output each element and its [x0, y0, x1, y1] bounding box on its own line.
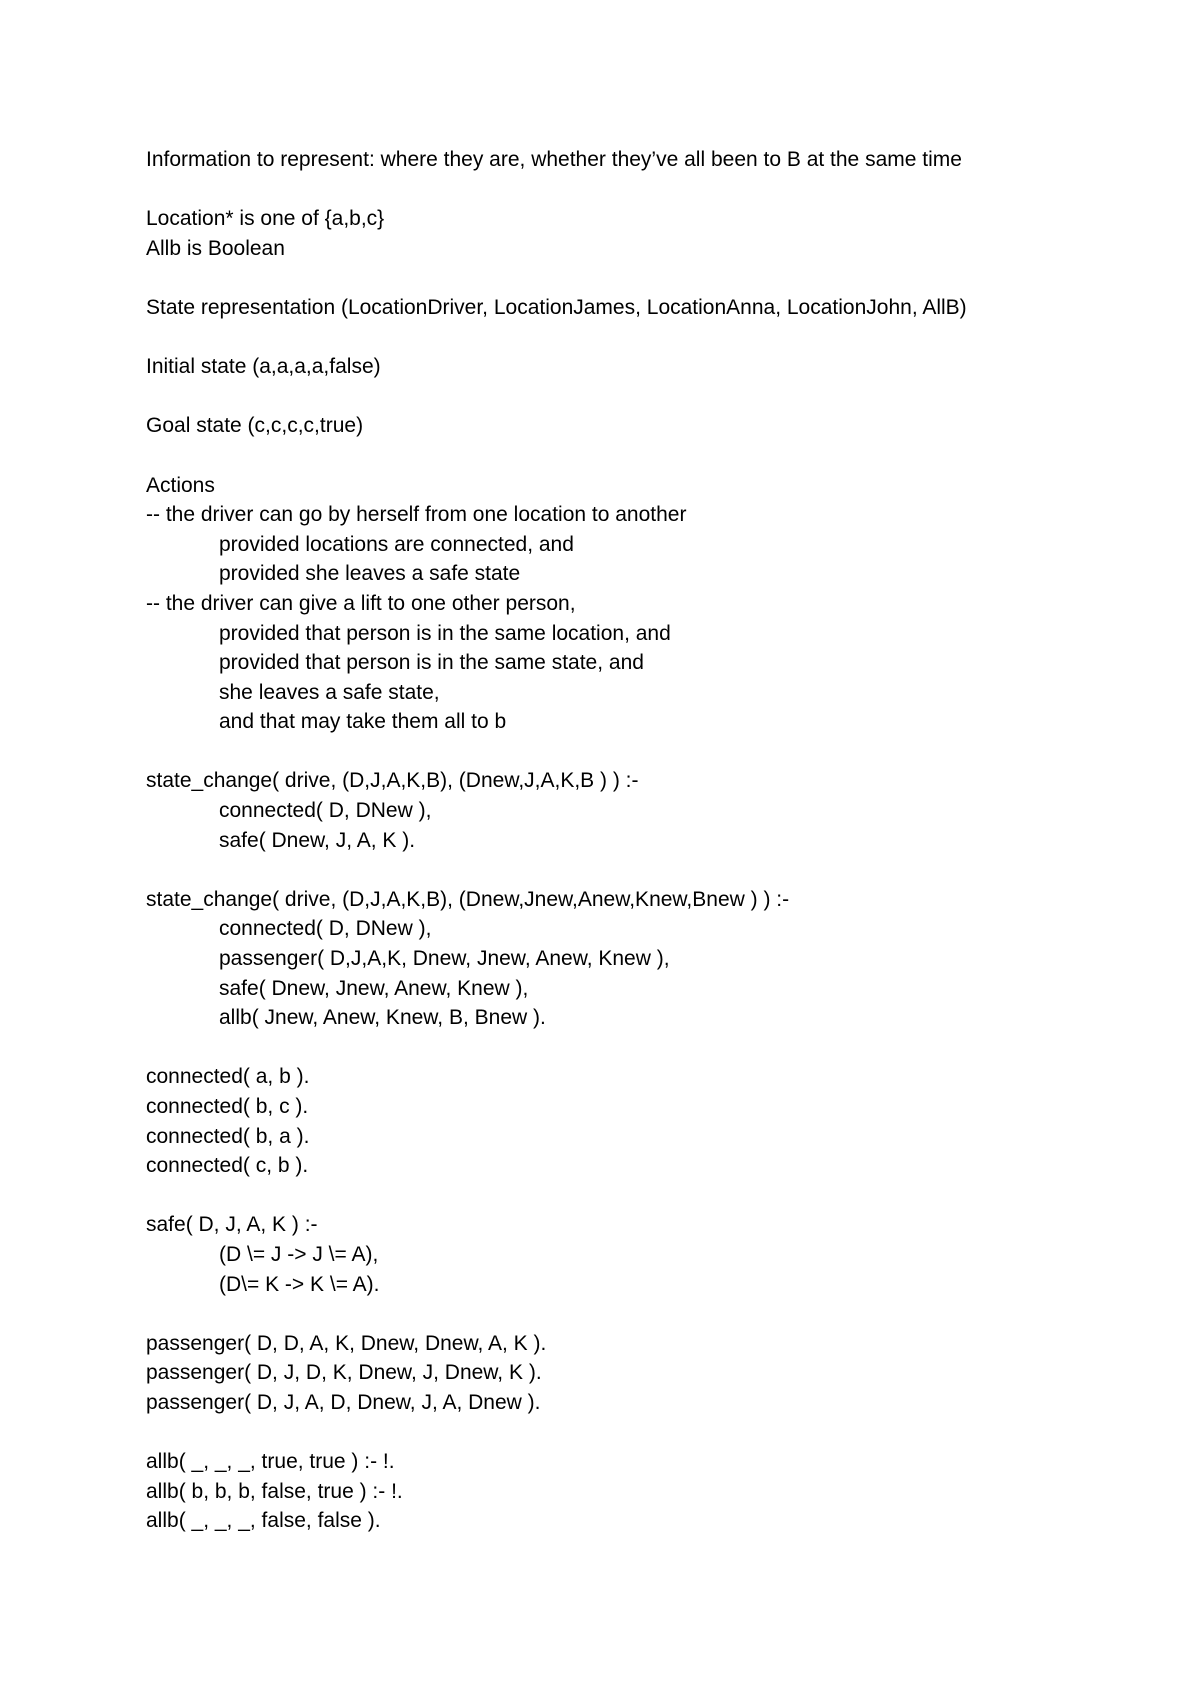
- text-line: connected( b, a ).: [146, 1124, 310, 1148]
- text-line: Information to represent: where they are, whether they’ve all been to B at the same time: [146, 148, 962, 171]
- blank-line: [146, 1418, 1146, 1448]
- blank-line: [146, 175, 1146, 205]
- text-line: connected( c, b ).: [146, 1154, 309, 1178]
- text-line: connected( D, DNew ),: [219, 799, 432, 823]
- text-line: safe( Dnew, Jnew, Anew, Knew ),: [219, 976, 529, 1000]
- text-line: State representation (LocationDriver, LocationJames, LocationAnna, LocationJohn, AllB): [146, 295, 967, 319]
- text-line: she leaves a safe state,: [219, 680, 440, 704]
- blank-line: [146, 382, 1146, 412]
- blank-line: [146, 1299, 1146, 1329]
- text-line: connected( b, c ).: [146, 1095, 309, 1118]
- text-line: passenger( D, J, A, D, Dnew, J, A, Dnew ).: [146, 1390, 541, 1414]
- text-line: connected( a, b ).: [146, 1065, 310, 1089]
- text-line: connected( D, DNew ),: [219, 917, 432, 941]
- text-line: safe( Dnew, J, A, K ).: [219, 828, 416, 852]
- text-line: Actions: [146, 473, 215, 497]
- blank-line: [146, 1181, 1146, 1211]
- text-line: and that may take them all to b: [219, 710, 507, 734]
- text-line: (D\= K -> K \= A).: [219, 1272, 380, 1296]
- blank-line: [146, 855, 1146, 885]
- text-line: passenger( D, J, D, K, Dnew, J, Dnew, K ).: [146, 1361, 542, 1385]
- blank-line: [146, 1033, 1146, 1063]
- text-line: (D \= J -> J \= A),: [219, 1242, 379, 1266]
- text-line: safe( D, J, A, K ) :-: [146, 1213, 318, 1237]
- text-line: provided locations are connected, and: [219, 532, 574, 556]
- blank-line: [146, 263, 1146, 293]
- text-line: passenger( D,J,A,K, Dnew, Jnew, Anew, Knew ),: [219, 947, 670, 971]
- text-line: Location* is one of {a,b,c}: [146, 207, 385, 231]
- blank-line: [146, 441, 1146, 471]
- text-line: Allb is Boolean: [146, 236, 285, 260]
- text-line: allb( Jnew, Anew, Knew, B, Bnew ).: [219, 1006, 546, 1030]
- text-line: allb( b, b, b, false, true ) :- !.: [146, 1479, 403, 1503]
- text-line: -- the driver can go by herself from one location to another: [146, 503, 687, 527]
- text-line: Initial state (a,a,a,a,false): [146, 355, 381, 379]
- blank-line: [146, 323, 1146, 353]
- text-line: allb( _, _, _, false, false ).: [146, 1509, 381, 1533]
- text-line: allb( _, _, _, true, true ) :- !.: [146, 1450, 395, 1474]
- text-line: state_change( drive, (D,J,A,K,B), (Dnew,Jnew,Anew,Knew,Bnew ) ) :-: [146, 887, 790, 911]
- text-line: provided that person is in the same state, and: [219, 651, 644, 675]
- text-line: Goal state (c,c,c,c,true): [146, 414, 364, 438]
- text-line: provided that person is in the same location, and: [219, 621, 671, 645]
- text-line: provided she leaves a safe state: [219, 562, 521, 586]
- document-page: [146, 145, 1146, 1536]
- text-line: -- the driver can give a lift to one other person,: [146, 591, 576, 615]
- text-line: passenger( D, D, A, K, Dnew, Dnew, A, K ).: [146, 1331, 547, 1355]
- text-line: state_change( drive, (D,J,A,K,B), (Dnew,J,A,K,B ) ) :-: [146, 769, 639, 793]
- blank-line: [146, 737, 1146, 767]
